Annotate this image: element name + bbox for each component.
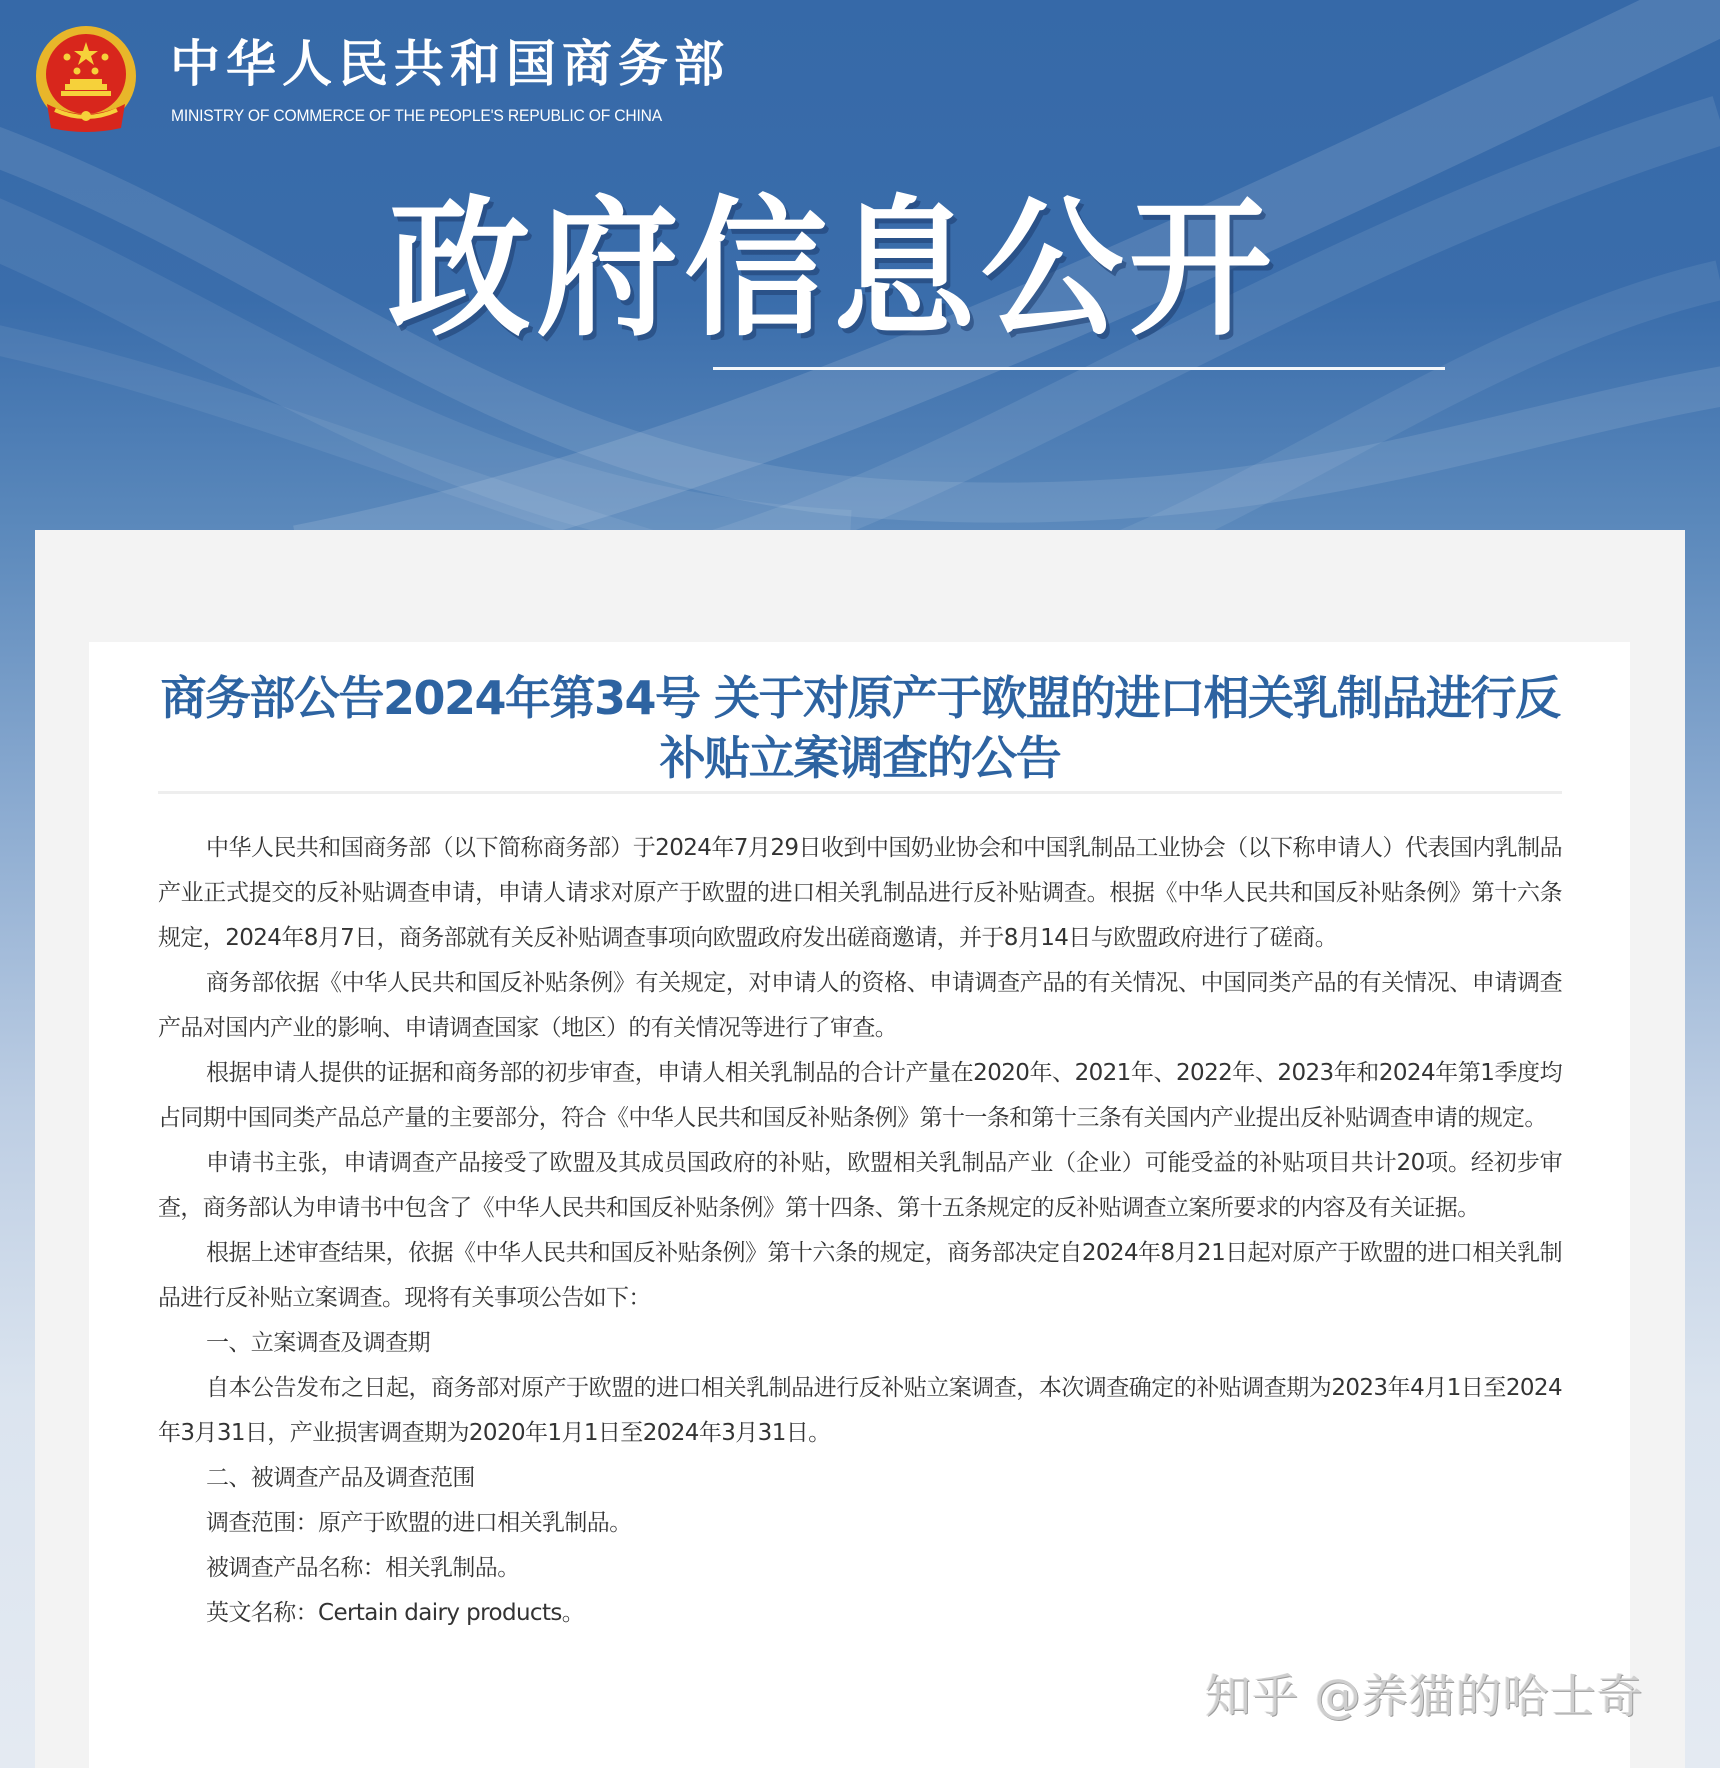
paragraph-standing: 根据申请人提供的证据和商务部的初步审查，申请人相关乳制品的合计产量在2020年、2021年、2022年、2023年和2024年第1季度均占同期中国同类产品总产量的主要部分，符合《中华人民共和国反补贴条例》第十一条和第十三条有关国内产业提出反补贴调查申请的规定。	[158, 1060, 1562, 1131]
title-divider	[158, 791, 1562, 794]
ministry-name-cn: 中华人民共和国商务部	[170, 35, 730, 93]
section-heading-2: 二、被调查产品及调查范围	[206, 1465, 475, 1491]
paragraph-english-name: 英文名称：Certain dairy products。	[206, 1600, 585, 1626]
article-title: 商务部公告2024年第34号 关于对原产于欧盟的进口相关乳制品进行反补贴立案调查的公告	[160, 671, 1560, 785]
ministry-name-en: MINISTRY OF COMMERCE OF THE PEOPLE'S REPUBLIC OF CHINA	[171, 106, 663, 125]
paragraph-scope: 调查范围：原产于欧盟的进口相关乳制品。	[206, 1510, 632, 1536]
banner-title: 政府信息公开	[388, 183, 1278, 357]
section-heading-1: 一、立案调查及调查期	[206, 1330, 431, 1356]
zhihu-watermark: 知乎 @养猫的哈士奇	[1205, 1669, 1644, 1723]
paragraph-decision: 根据上述审查结果，依据《中华人民共和国反补贴条例》第十六条的规定，商务部决定自2024年8月21日起对原产于欧盟的进口相关乳制品进行反补贴立案调查。现将有关事项公告如下：	[158, 1240, 1562, 1311]
paragraph-review: 商务部依据《中华人民共和国反补贴条例》有关规定，对申请人的资格、申请调查产品的有关情况、中国同类产品的有关情况、申请调查产品对国内产业的影响、申请调查国家（地区）的有关情况等进行了审查。	[158, 970, 1562, 1041]
paragraph-product-name: 被调查产品名称：相关乳制品。	[206, 1555, 520, 1581]
banner-underline	[713, 367, 1445, 370]
paragraph-intro: 中华人民共和国商务部（以下简称商务部）于2024年7月29日收到中国奶业协会和中国乳制品工业协会（以下称申请人）代表国内乳制品产业正式提交的反补贴调查申请，申请人请求对原产于欧盟的进口相关乳制品进行反补贴调查。根据《中华人民共和国反补贴条例》第十六条规定，2024年8月7日，商务部就有关反补贴调查事项向欧盟政府发出磋商邀请，并于8月14日与欧盟政府进行了磋商。	[158, 835, 1562, 951]
national-emblem-icon	[33, 24, 139, 134]
article-body	[158, 826, 1562, 1636]
paragraph-subsidy-claims: 申请书主张，申请调查产品接受了欧盟及其成员国政府的补贴，欧盟相关乳制品产业（企业）可能受益的补贴项目共计20项。经初步审查，商务部认为申请书中包含了《中华人民共和国反补贴条例》第十四条、第十五条规定的反补贴调查立案所要求的内容及有关证据。	[158, 1150, 1562, 1221]
paragraph-investigation-period: 自本公告发布之日起，商务部对原产于欧盟的进口相关乳制品进行反补贴立案调查，本次调查确定的补贴调查期为2023年4月1日至2024年3月31日，产业损害调查期为2020年1月1日至2024年3月31日。	[158, 1375, 1562, 1446]
